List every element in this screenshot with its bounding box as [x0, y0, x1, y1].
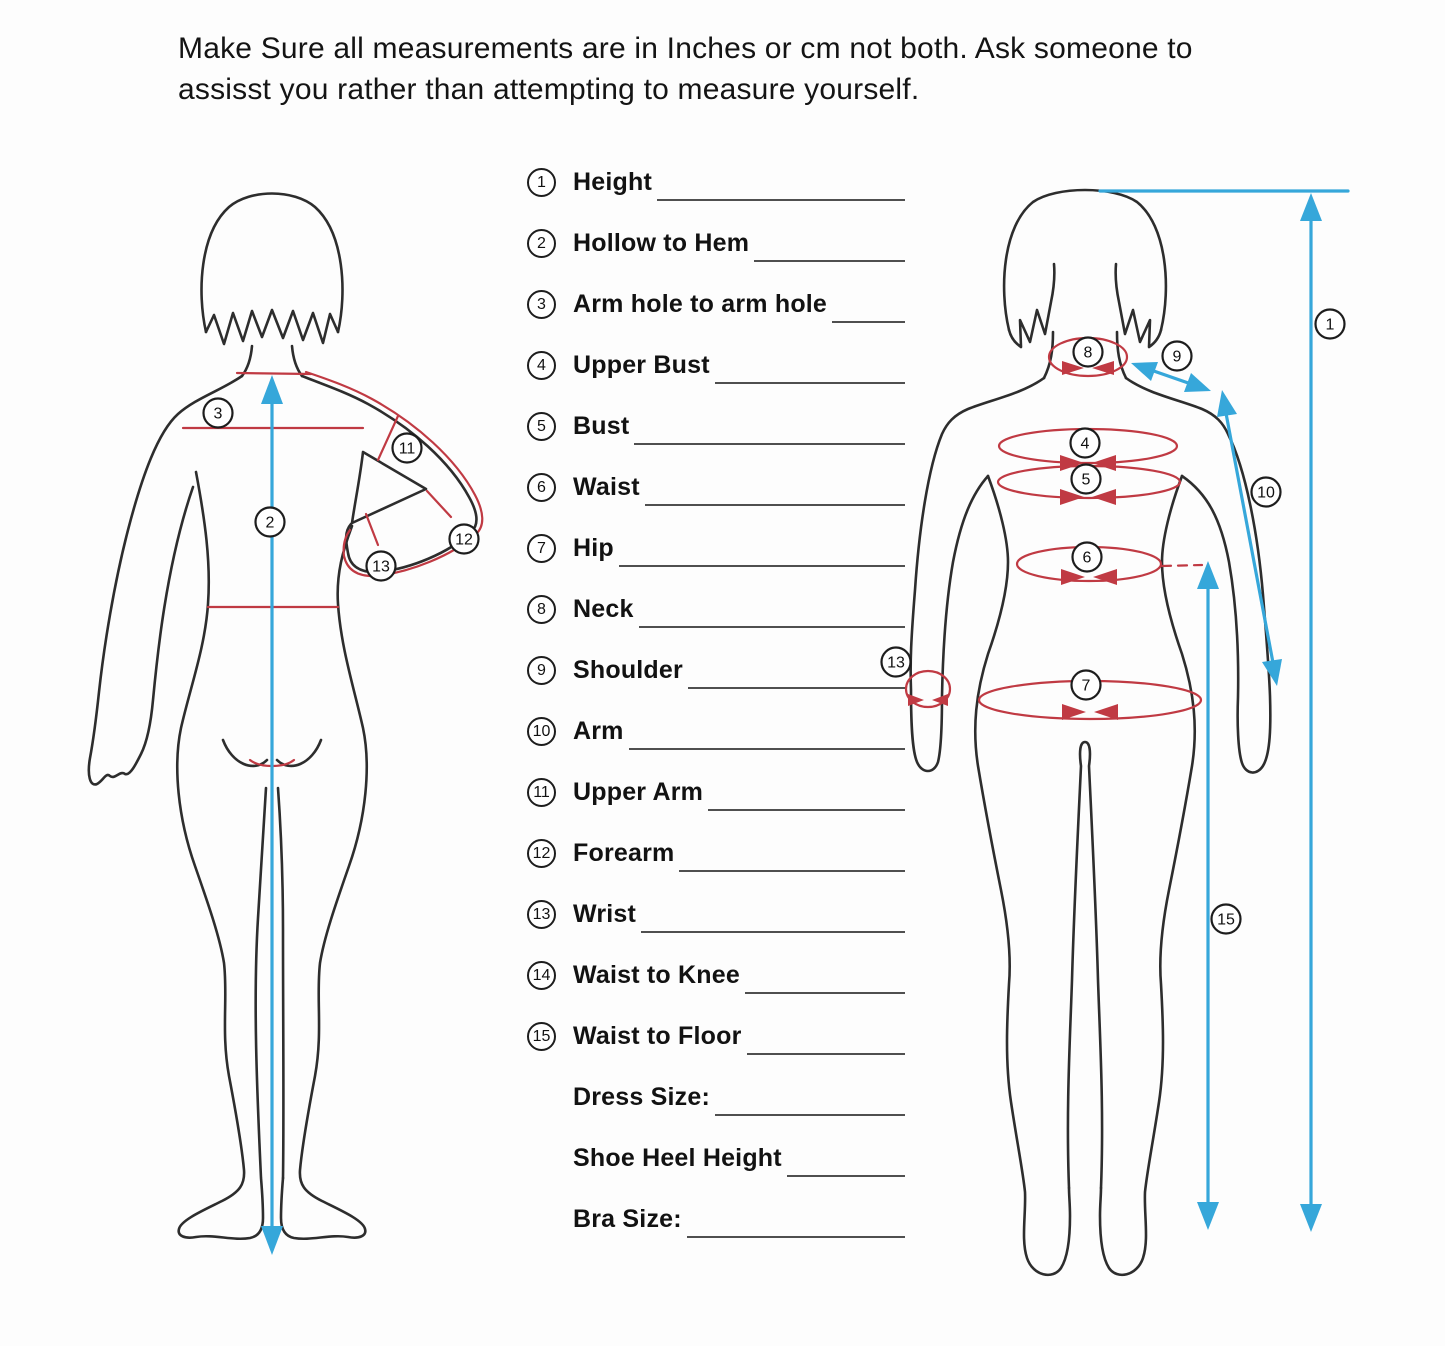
svg-text:8: 8 — [1083, 344, 1093, 362]
measurement-number-badge: 9 — [527, 656, 556, 685]
back-right-side-leg-foot — [281, 526, 367, 1239]
wrist-tick — [366, 514, 378, 545]
svg-text:7: 7 — [1081, 677, 1091, 695]
arrow-up-head — [1300, 193, 1322, 221]
back-shoulder-line — [237, 373, 311, 374]
svg-text:9: 9 — [1172, 348, 1182, 366]
figure-marker-8 — [1074, 338, 1103, 367]
figure-marker-5 — [1072, 465, 1101, 494]
height-arrow — [1300, 193, 1322, 1232]
measurement-number-badge: 14 — [527, 961, 556, 990]
back-hair-spikes — [206, 310, 338, 344]
extra-field-label: Shoe Heel Height — [573, 1144, 782, 1172]
measurement-label: Wrist — [573, 900, 637, 928]
back-left-side-leg-foot — [177, 472, 266, 1239]
forearm-tick — [427, 491, 451, 517]
back-inner-elbow-lines — [352, 452, 426, 523]
measurement-number-badge: 4 — [527, 351, 556, 380]
arrow-down-head — [1300, 1204, 1322, 1232]
arrow-up-head — [261, 375, 283, 404]
svg-text:13: 13 — [372, 558, 390, 576]
figure-marker-12 — [450, 525, 479, 554]
back-red-measurement-marks — [183, 372, 482, 766]
figure-marker-9 — [1163, 342, 1192, 371]
measurement-label: Waist — [573, 473, 640, 501]
measurement-number-badge: 1 — [527, 168, 556, 197]
figure-markers — [204, 310, 1345, 934]
svg-text:2: 2 — [265, 514, 275, 532]
svg-text:4: 4 — [1080, 435, 1090, 453]
measurement-label: Waist to Knee — [573, 961, 740, 989]
measurement-number-badge: 5 — [527, 412, 556, 441]
measurement-number-badge: 11 — [527, 778, 556, 807]
arrow-down-head — [1262, 659, 1282, 686]
arrow-left-head — [1131, 362, 1158, 381]
arm-shaft — [1225, 408, 1274, 668]
front-right-torso-leg-foot — [1100, 476, 1195, 1275]
measurement-label: Bust — [573, 412, 630, 440]
measurement-number-badge: 7 — [527, 534, 556, 563]
measurement-label: Arm hole to arm hole — [573, 290, 828, 318]
measurement-number-badge: 8 — [527, 595, 556, 624]
svg-text:6: 6 — [1082, 549, 1092, 567]
hip-bowtie — [1062, 704, 1118, 720]
measurement-number-badge: 2 — [527, 229, 556, 258]
measurement-number-badge: 13 — [527, 900, 556, 929]
front-red-measurement-marks — [906, 338, 1202, 720]
back-view-figure — [89, 194, 477, 1239]
svg-text:3: 3 — [213, 405, 223, 423]
figure-marker-2 — [256, 508, 285, 537]
svg-text:15: 15 — [1217, 911, 1235, 929]
measurement-number-badge: 15 — [527, 1022, 556, 1051]
front-inner-legs — [1068, 742, 1102, 1188]
measurement-label: Shoulder — [573, 656, 683, 684]
arm-arrow — [1217, 390, 1282, 686]
measurement-label: Upper Arm — [573, 778, 704, 806]
back-left-arm — [89, 376, 242, 784]
measurement-label: Hip — [573, 534, 614, 562]
figure-marker-6 — [1073, 543, 1102, 572]
waist-to-floor-arrow — [1197, 561, 1219, 1230]
front-hair-outline — [1004, 190, 1166, 330]
front-hair-spikes-left — [1009, 264, 1054, 347]
figure-marker-11 — [393, 434, 422, 463]
measurement-number-badge: 6 — [527, 473, 556, 502]
arrow-down-head — [1197, 1202, 1219, 1230]
figure-marker-13 — [367, 552, 396, 581]
measurement-label: Arm — [573, 717, 624, 745]
front-blue-measurement-arrows — [1100, 191, 1348, 1232]
measurement-label: Forearm — [573, 839, 675, 867]
figure-marker-15 — [1212, 905, 1241, 934]
arrow-down-head — [261, 1226, 283, 1255]
measurement-number-badge: 3 — [527, 290, 556, 319]
shoulder-shaft — [1148, 369, 1194, 385]
arrow-right-head — [1184, 373, 1211, 392]
figure-marker-13 — [882, 648, 911, 677]
figure-marker-10 — [1252, 478, 1281, 507]
measurement-number-badge: 10 — [527, 717, 556, 746]
arrow-up-head — [1217, 390, 1237, 417]
measurement-label: Hollow to Hem — [573, 229, 750, 257]
extra-field-label: Bra Size: — [573, 1205, 682, 1233]
figure-marker-4 — [1071, 429, 1100, 458]
back-right-inner-leg — [278, 788, 283, 1178]
front-right-arm-hand — [1126, 378, 1270, 773]
instructions-line2: assisst you rather than attempting to measure yourself. — [178, 73, 920, 106]
figure-marker-7 — [1072, 671, 1101, 700]
measurement-label: Upper Bust — [573, 351, 710, 379]
svg-text:5: 5 — [1081, 471, 1091, 489]
measurement-label: Neck — [573, 595, 634, 623]
svg-text:13: 13 — [887, 654, 905, 672]
extra-field-label: Dress Size: — [573, 1083, 710, 1111]
front-hair-spikes-right — [1116, 264, 1161, 347]
svg-text:10: 10 — [1257, 484, 1275, 502]
svg-text:12: 12 — [455, 531, 473, 549]
measurement-label: Waist to Floor — [573, 1022, 742, 1050]
figure-marker-3 — [204, 399, 233, 428]
measurement-label: Height — [573, 168, 652, 196]
svg-text:11: 11 — [398, 440, 416, 458]
instructions-line1: Make Sure all measurements are in Inches or cm not both. Ask someone to — [178, 32, 1193, 65]
waist-dashed-line — [1162, 565, 1202, 566]
figure-marker-1 — [1316, 310, 1345, 339]
measurement-number-badge: 12 — [527, 839, 556, 868]
svg-text:1: 1 — [1325, 316, 1335, 334]
back-neck — [242, 346, 302, 376]
front-left-torso-leg-foot — [975, 476, 1070, 1275]
